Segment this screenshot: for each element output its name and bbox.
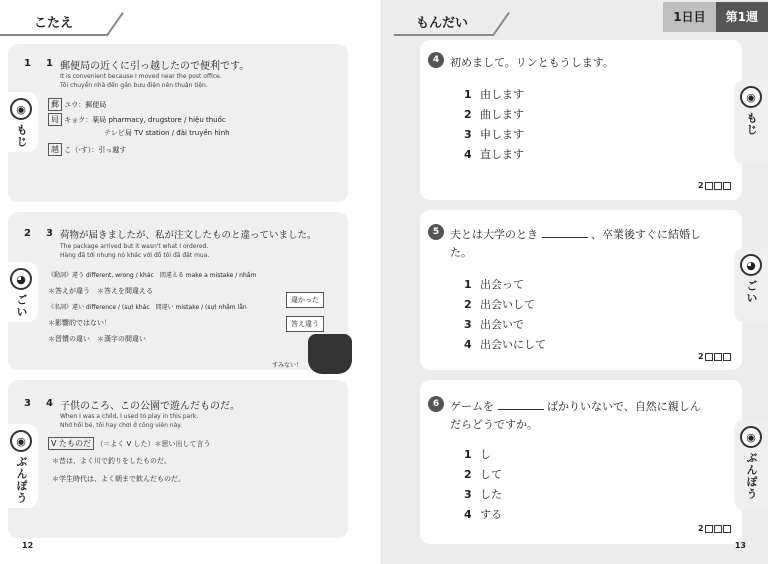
- option-3[interactable]: 3 申します: [464, 128, 524, 141]
- questions-header: もんだい: [416, 16, 469, 31]
- vocab-line-1: 《動詞》違う different, wrong / khác 間違える make a mistake / nhầm: [48, 272, 257, 279]
- question-text: 初めまして。リンともうします。: [450, 56, 614, 69]
- header-slash: [492, 12, 510, 36]
- vocab-line-2: ＊答えが違う ＊答えを間違える: [48, 287, 153, 295]
- question-number: 5: [428, 224, 444, 240]
- answer-index: 2: [24, 228, 31, 239]
- owl-icon: ◉: [10, 430, 32, 452]
- vietnamese-translation: Hàng đã tới nhưng nó khác với đồ tôi đã đặt mua.: [60, 252, 210, 259]
- option-2[interactable]: 2 して: [464, 468, 502, 481]
- cat-face-icon: ◕: [740, 254, 762, 276]
- answer-sentence: 荷物が届きましたが、私が注文したものと違っていました。: [60, 230, 317, 241]
- answer-sentence: 子供のころ、この公園で遊んだものだ。: [60, 401, 240, 412]
- category-tab-bunpou: ◉ ぶんぽう: [4, 424, 38, 508]
- header-line: [0, 34, 108, 36]
- answer-number: 4: [46, 398, 53, 409]
- owl-icon: ◉: [740, 426, 762, 448]
- english-translation: It is convenient because I moved near the post office.: [60, 73, 222, 80]
- question-number: 4: [428, 52, 444, 68]
- category-tab-moji: ◉ もじ: [734, 80, 768, 164]
- option-3[interactable]: 3 した: [464, 488, 502, 501]
- option-3[interactable]: 3 出会いで: [464, 318, 524, 331]
- option-4[interactable]: 4 出会いにして: [464, 338, 546, 351]
- category-tab-goi: ◕ ごい: [734, 248, 768, 322]
- week-label: 第1週: [716, 2, 768, 32]
- header-line: [394, 34, 494, 36]
- category-tab-goi: ◕ ごい: [4, 262, 38, 322]
- question-number: 6: [428, 396, 444, 412]
- answers-header: こたえ: [34, 16, 74, 31]
- page-number: 12: [22, 541, 34, 550]
- kanji-note-3: 越 こ（-す）：引っ越す: [48, 143, 126, 156]
- category-tab-bunpou: ◉ ぶんぽう: [734, 420, 768, 510]
- kanji-note-2b: テレビ局 TV station / đài truyền hình: [104, 129, 230, 137]
- question-text: 夫とは大学のとき 、卒業後すぐに結婚し: [450, 228, 701, 241]
- option-2[interactable]: 2 出会いして: [464, 298, 535, 311]
- vietnamese-translation: Tôi chuyển nhà đến gần bưu điện nên thuận tiện.: [60, 82, 208, 89]
- grammar-example-2: ＊学生時代は、よく朝まで飲んだものだ。: [52, 475, 185, 483]
- kanji-note-1: 郵 ユウ：郵便局: [48, 98, 106, 111]
- day-label: 1日目: [663, 2, 715, 32]
- grammar-example-1: ＊昔は、よく川で釣りをしたものだ。: [52, 457, 171, 465]
- day-week-badge: [663, 2, 768, 32]
- category-tab-moji: ◉ もじ: [4, 92, 38, 152]
- english-translation: When I was a child, I used to play in this park.: [60, 413, 199, 420]
- option-4[interactable]: 4 直します: [464, 148, 524, 161]
- speech-bubble-2: 答え違う: [286, 316, 324, 332]
- question-text-line2: た。: [450, 246, 472, 259]
- option-4[interactable]: 4 する: [464, 508, 502, 521]
- page-number: 13: [734, 541, 746, 550]
- cat-face-icon: ◕: [10, 268, 32, 290]
- grammar-pattern: V たものだ （＝よく V した）＊思い出して言う: [48, 437, 211, 450]
- answer-sentence: 郵便局の近くに引っ越したので便利です。: [60, 61, 250, 72]
- answer-index: 1: [24, 58, 31, 69]
- question-text: ゲームを ばかりいないで、自然に親しん: [450, 400, 701, 413]
- answer-number: 3: [46, 228, 53, 239]
- speech-bubble-1: 違かった: [286, 292, 324, 308]
- vietnamese-translation: Nhớ hồi bé, tôi hay chơi ở công viên này.: [60, 422, 182, 429]
- right-page: [384, 0, 768, 564]
- owl-icon: ◉: [740, 86, 762, 108]
- option-2[interactable]: 2 曲します: [464, 108, 524, 121]
- question-text-line2: だらどうですか。: [450, 418, 538, 431]
- option-1[interactable]: 1 出会って: [464, 278, 524, 291]
- vocab-line-5: ＊習慣の違い ＊漢字の間違い: [48, 335, 146, 343]
- score-boxes[interactable]: 2: [698, 524, 731, 533]
- vocab-line-4: ＊影響的ではない！: [48, 319, 111, 327]
- option-1[interactable]: 1 し: [464, 448, 491, 461]
- score-boxes[interactable]: 2: [698, 352, 731, 361]
- header-slash: [106, 12, 124, 36]
- option-1[interactable]: 1 由します: [464, 88, 524, 101]
- owl-icon: ◉: [10, 98, 32, 120]
- vocab-line-3: 《名詞》違い difference / (sự) khác 間違い mistake / (sự) nhầm lẫn: [48, 304, 247, 311]
- answer-number: 1: [46, 58, 53, 69]
- answer-index: 3: [24, 398, 31, 409]
- score-boxes[interactable]: 2: [698, 181, 731, 190]
- english-translation: The package arrived but it wasn't what I ordered.: [60, 243, 209, 250]
- cat-caption: すみない！: [272, 362, 303, 369]
- cat-mascot: [308, 334, 352, 374]
- kanji-note-2: 局 キョク：薬局 pharmacy, drugstore / hiệu thuốc: [48, 113, 226, 126]
